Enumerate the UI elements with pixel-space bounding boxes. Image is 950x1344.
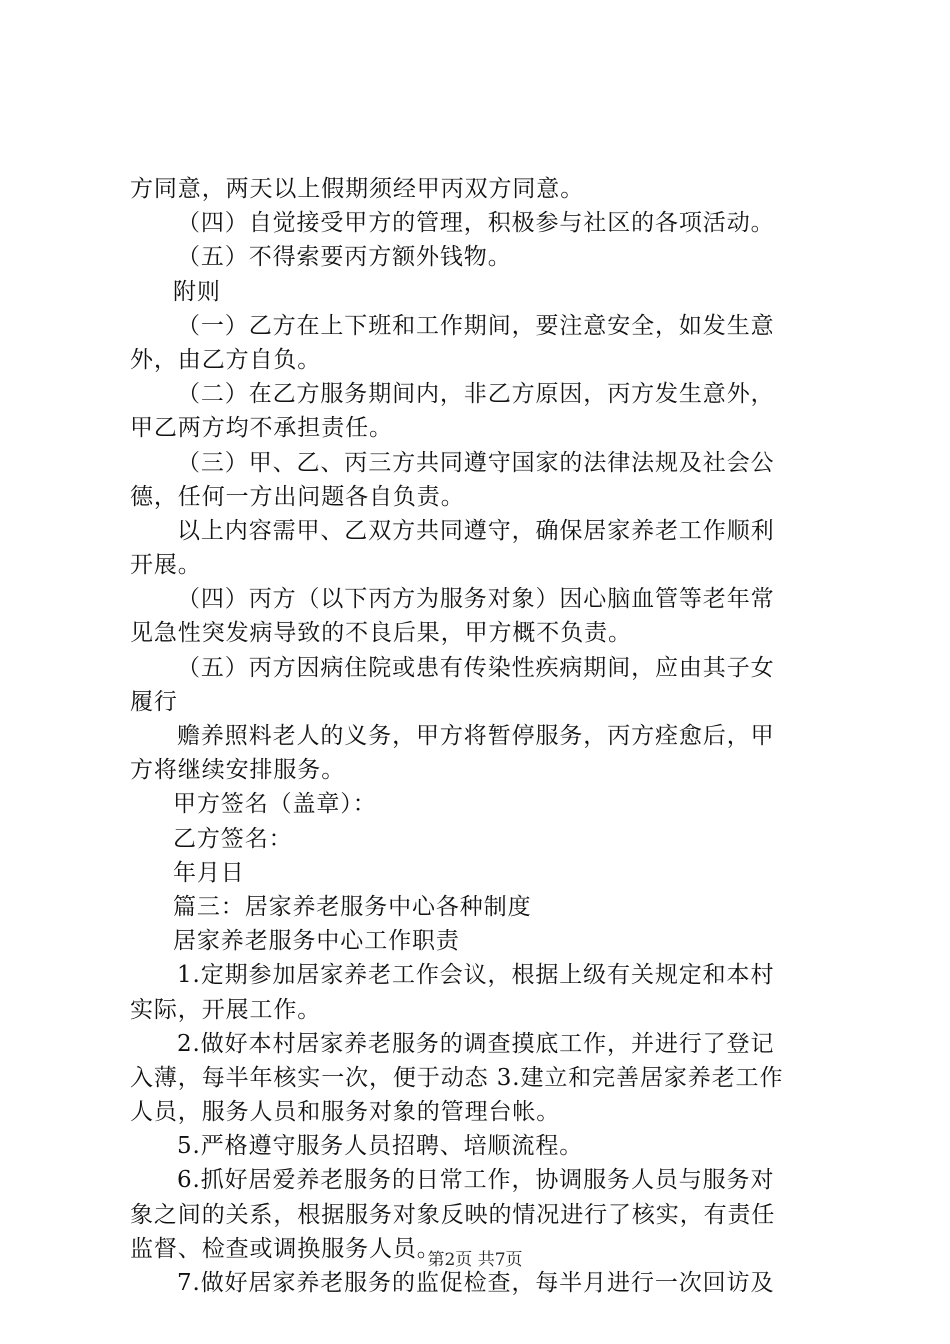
text-line: 方将继续安排服务。 bbox=[130, 757, 346, 784]
text-line: （四）自觉接受甲方的管理，积极参与社区的各项活动。 bbox=[177, 210, 775, 237]
section-title: 篇三：居家养老服务中心各种制度 bbox=[173, 893, 532, 920]
text-line: 实际，开展工作。 bbox=[130, 996, 322, 1023]
text-line: 1.定期参加居家养老工作会议，根据上级有关规定和本村 bbox=[177, 962, 775, 989]
text-line: 德，任何一方出问题各自负责。 bbox=[130, 483, 465, 510]
text-line: 履行 bbox=[130, 688, 178, 715]
text-line: 方同意，两天以上假期须经甲丙双方同意。 bbox=[130, 176, 585, 202]
page-number-footer: 第2页 共7页 bbox=[427, 1250, 523, 1270]
text-line: 2.做好本村居家养老服务的调查摸底工作，并进行了登记 bbox=[177, 1030, 775, 1057]
text-line: （三）甲、乙、丙三方共同遵守国家的法律法规及社会公 bbox=[177, 449, 775, 476]
text-line: （五）丙方因病住院或患有传染性疾病期间，应由其子女 bbox=[177, 654, 775, 681]
text-line: 7.做好居家养老服务的监促检查，每半月进行一次回访及 bbox=[177, 1270, 775, 1296]
text-line: 入薄，每半年核实一次，便于动态 3.建立和完善居家养老工作 bbox=[130, 1064, 784, 1091]
signature-date: 年月日 bbox=[173, 859, 245, 886]
text-line: 监督、检查或调换服务人员。 bbox=[130, 1235, 441, 1262]
text-line: 赡养照料老人的义务，甲方将暂停服务，丙方痊愈后，甲 bbox=[177, 723, 775, 749]
text-line: 人员，服务人员和服务对象的管理台帐。 bbox=[130, 1099, 561, 1126]
text-line: 见急性突发病导致的不良后果，甲方概不负责。 bbox=[130, 620, 632, 647]
document-body bbox=[130, 172, 830, 1300]
section-subtitle: 居家养老服务中心工作职责 bbox=[173, 928, 460, 955]
text-line: 象之间的关系，根据服务对象反映的情况进行了核实，有责任 bbox=[130, 1201, 776, 1228]
text-line: （二）在乙方服务期间内，非乙方原因，丙方发生意外， bbox=[177, 381, 775, 408]
text-line: （四）丙方（以下丙方为服务对象）因心脑血管等老年常 bbox=[177, 586, 775, 613]
text-line: 开展。 bbox=[130, 552, 202, 579]
signature-party-a: 甲方签名（盖章）： bbox=[173, 791, 377, 818]
section-heading: 附则 bbox=[173, 278, 221, 305]
text-line: （五）不得索要丙方额外钱物。 bbox=[177, 244, 512, 271]
text-line: 外，由乙方自负。 bbox=[130, 346, 322, 373]
text-line: （一）乙方在上下班和工作期间，要注意安全，如发生意 bbox=[177, 312, 775, 339]
text-line: 甲乙两方均不承担责任。 bbox=[130, 415, 393, 442]
text-line: 以上内容需甲、乙双方共同遵守，确保居家养老工作顺利 bbox=[177, 517, 775, 544]
text-line: 5.严格遵守服务人员招聘、培顺流程。 bbox=[177, 1133, 584, 1160]
text-line: 6.抓好居爱养老服务的日常工作，协调服务人员与服务对 bbox=[177, 1167, 775, 1194]
signature-party-b: 乙方签名： bbox=[173, 825, 293, 852]
